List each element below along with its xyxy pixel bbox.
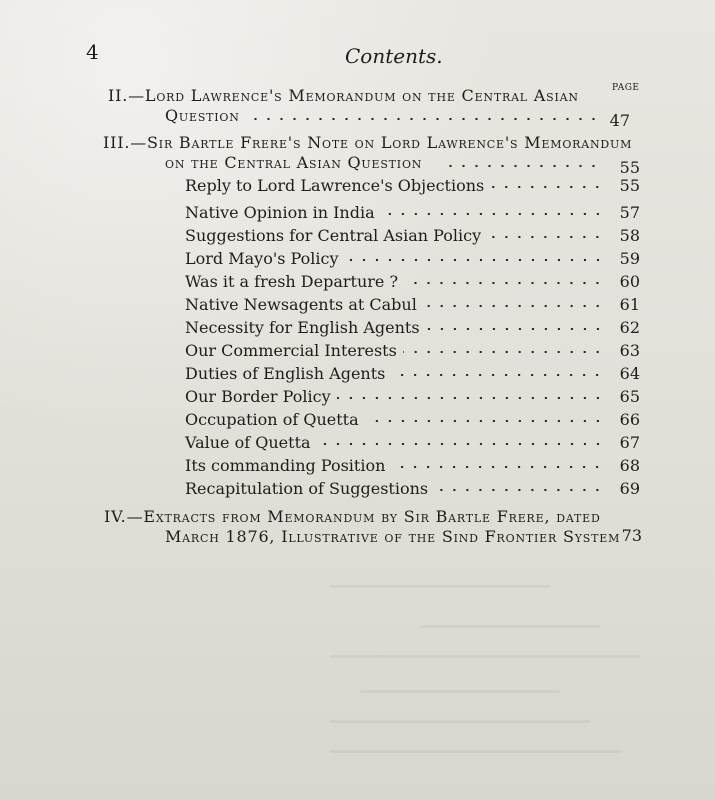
toc-entry-page: 63 [619,341,640,360]
dot-leaders [423,301,604,311]
show-through-line [360,690,560,693]
toc-entry [185,387,640,409]
toc-entry [185,272,640,294]
toc-entry-page: 66 [619,410,640,429]
toc-entry-page: 61 [619,295,640,314]
toc-entry [185,433,640,455]
show-through-line [330,750,620,753]
toc-entry-label: Duties of English Agents [185,364,386,383]
toc-entry [185,479,640,501]
toc-entry [185,226,640,248]
toc-entry-label: Reply to Lord Lawrence's Objections [185,176,485,195]
toc-entry [185,341,640,363]
dot-leaders [403,347,604,357]
toc-entry-label: Was it a fresh Departure ? [185,272,399,291]
section-heading-ii-line2: Question [165,106,240,125]
toc-entry-label: Its commanding Position [185,456,386,475]
toc-entry [185,249,640,271]
page-title: Contents. [345,44,443,68]
toc-entry-page: 59 [619,249,640,268]
toc-entry-label: Recapitulation of Suggestions [185,479,429,498]
toc-entry-page: 62 [619,318,640,337]
toc-entry [185,295,640,317]
dot-leaders [434,485,604,495]
toc-entry-page: 64 [619,364,640,383]
dot-leaders [365,416,604,426]
toc-entry [185,203,640,225]
toc-entry-page: 65 [619,387,640,406]
dot-leaders [391,370,604,380]
toc-entry-page: 57 [619,203,640,222]
dot-leaders [391,462,604,472]
dot-leaders [381,209,604,219]
toc-entry [185,318,640,340]
section-page-number: 73 [621,526,642,545]
section-page-number: 47 [609,111,630,130]
dot-leaders [490,182,604,192]
toc-entry-page: 55 [619,176,640,195]
dot-leaders [426,324,604,334]
dot-leaders [404,278,604,288]
toc-entry-label: Native Newsagents at Cabul [185,295,417,314]
toc-entry [185,456,640,478]
toc-entry-label: Value of Quetta [185,433,311,452]
toc-entry-page: 68 [619,456,640,475]
dot-leaders [250,114,600,124]
toc-entry-label: Our Border Policy [185,387,331,406]
show-through-line [420,625,600,628]
section-heading-iv-line1: IV.—Extracts from Memorandum by Sir Bartle Frere, dated [104,507,601,526]
section-heading-iv-line2: March 1876, Illustrative of the Sind Frontier System [165,527,621,546]
section-heading-ii-line1: II.—Lord Lawrence's Memorandum on the Central Asian [108,86,579,105]
toc-entry-label: Lord Mayo's Policy [185,249,339,268]
dot-leaders [345,255,604,265]
toc-entry-label: Our Commercial Interests [185,341,397,360]
toc-entry-label: Necessity for English Agents [185,318,420,337]
toc-entry-label: Native Opinion in India [185,203,375,222]
page-number: 4 [86,40,99,64]
show-through-line [330,720,590,723]
toc-entry-page: 58 [619,226,640,245]
toc-entry-page: 60 [619,272,640,291]
dot-leaders [317,439,604,449]
toc-entry-label: Occupation of Quetta [185,410,359,429]
section-heading-iii-line1: III.—Sir Bartle Frere's Note on Lord Lawrence's Memorandum [103,133,633,152]
dot-leaders [487,232,604,242]
toc-entry-page: 69 [619,479,640,498]
dot-leaders [440,161,600,171]
section-heading-iii-line2: on the Central Asian Question [165,153,423,172]
page-column-label: PAGE [612,83,640,93]
toc-entry [185,176,640,198]
show-through-line [330,585,550,588]
toc-entry [185,410,640,432]
show-through-line [330,655,640,658]
toc-entry-label: Suggestions for Central Asian Policy [185,226,482,245]
dot-leaders [337,393,604,403]
toc-entry [185,364,640,386]
section-page-number: 55 [619,158,640,177]
toc-entry-page: 67 [619,433,640,452]
